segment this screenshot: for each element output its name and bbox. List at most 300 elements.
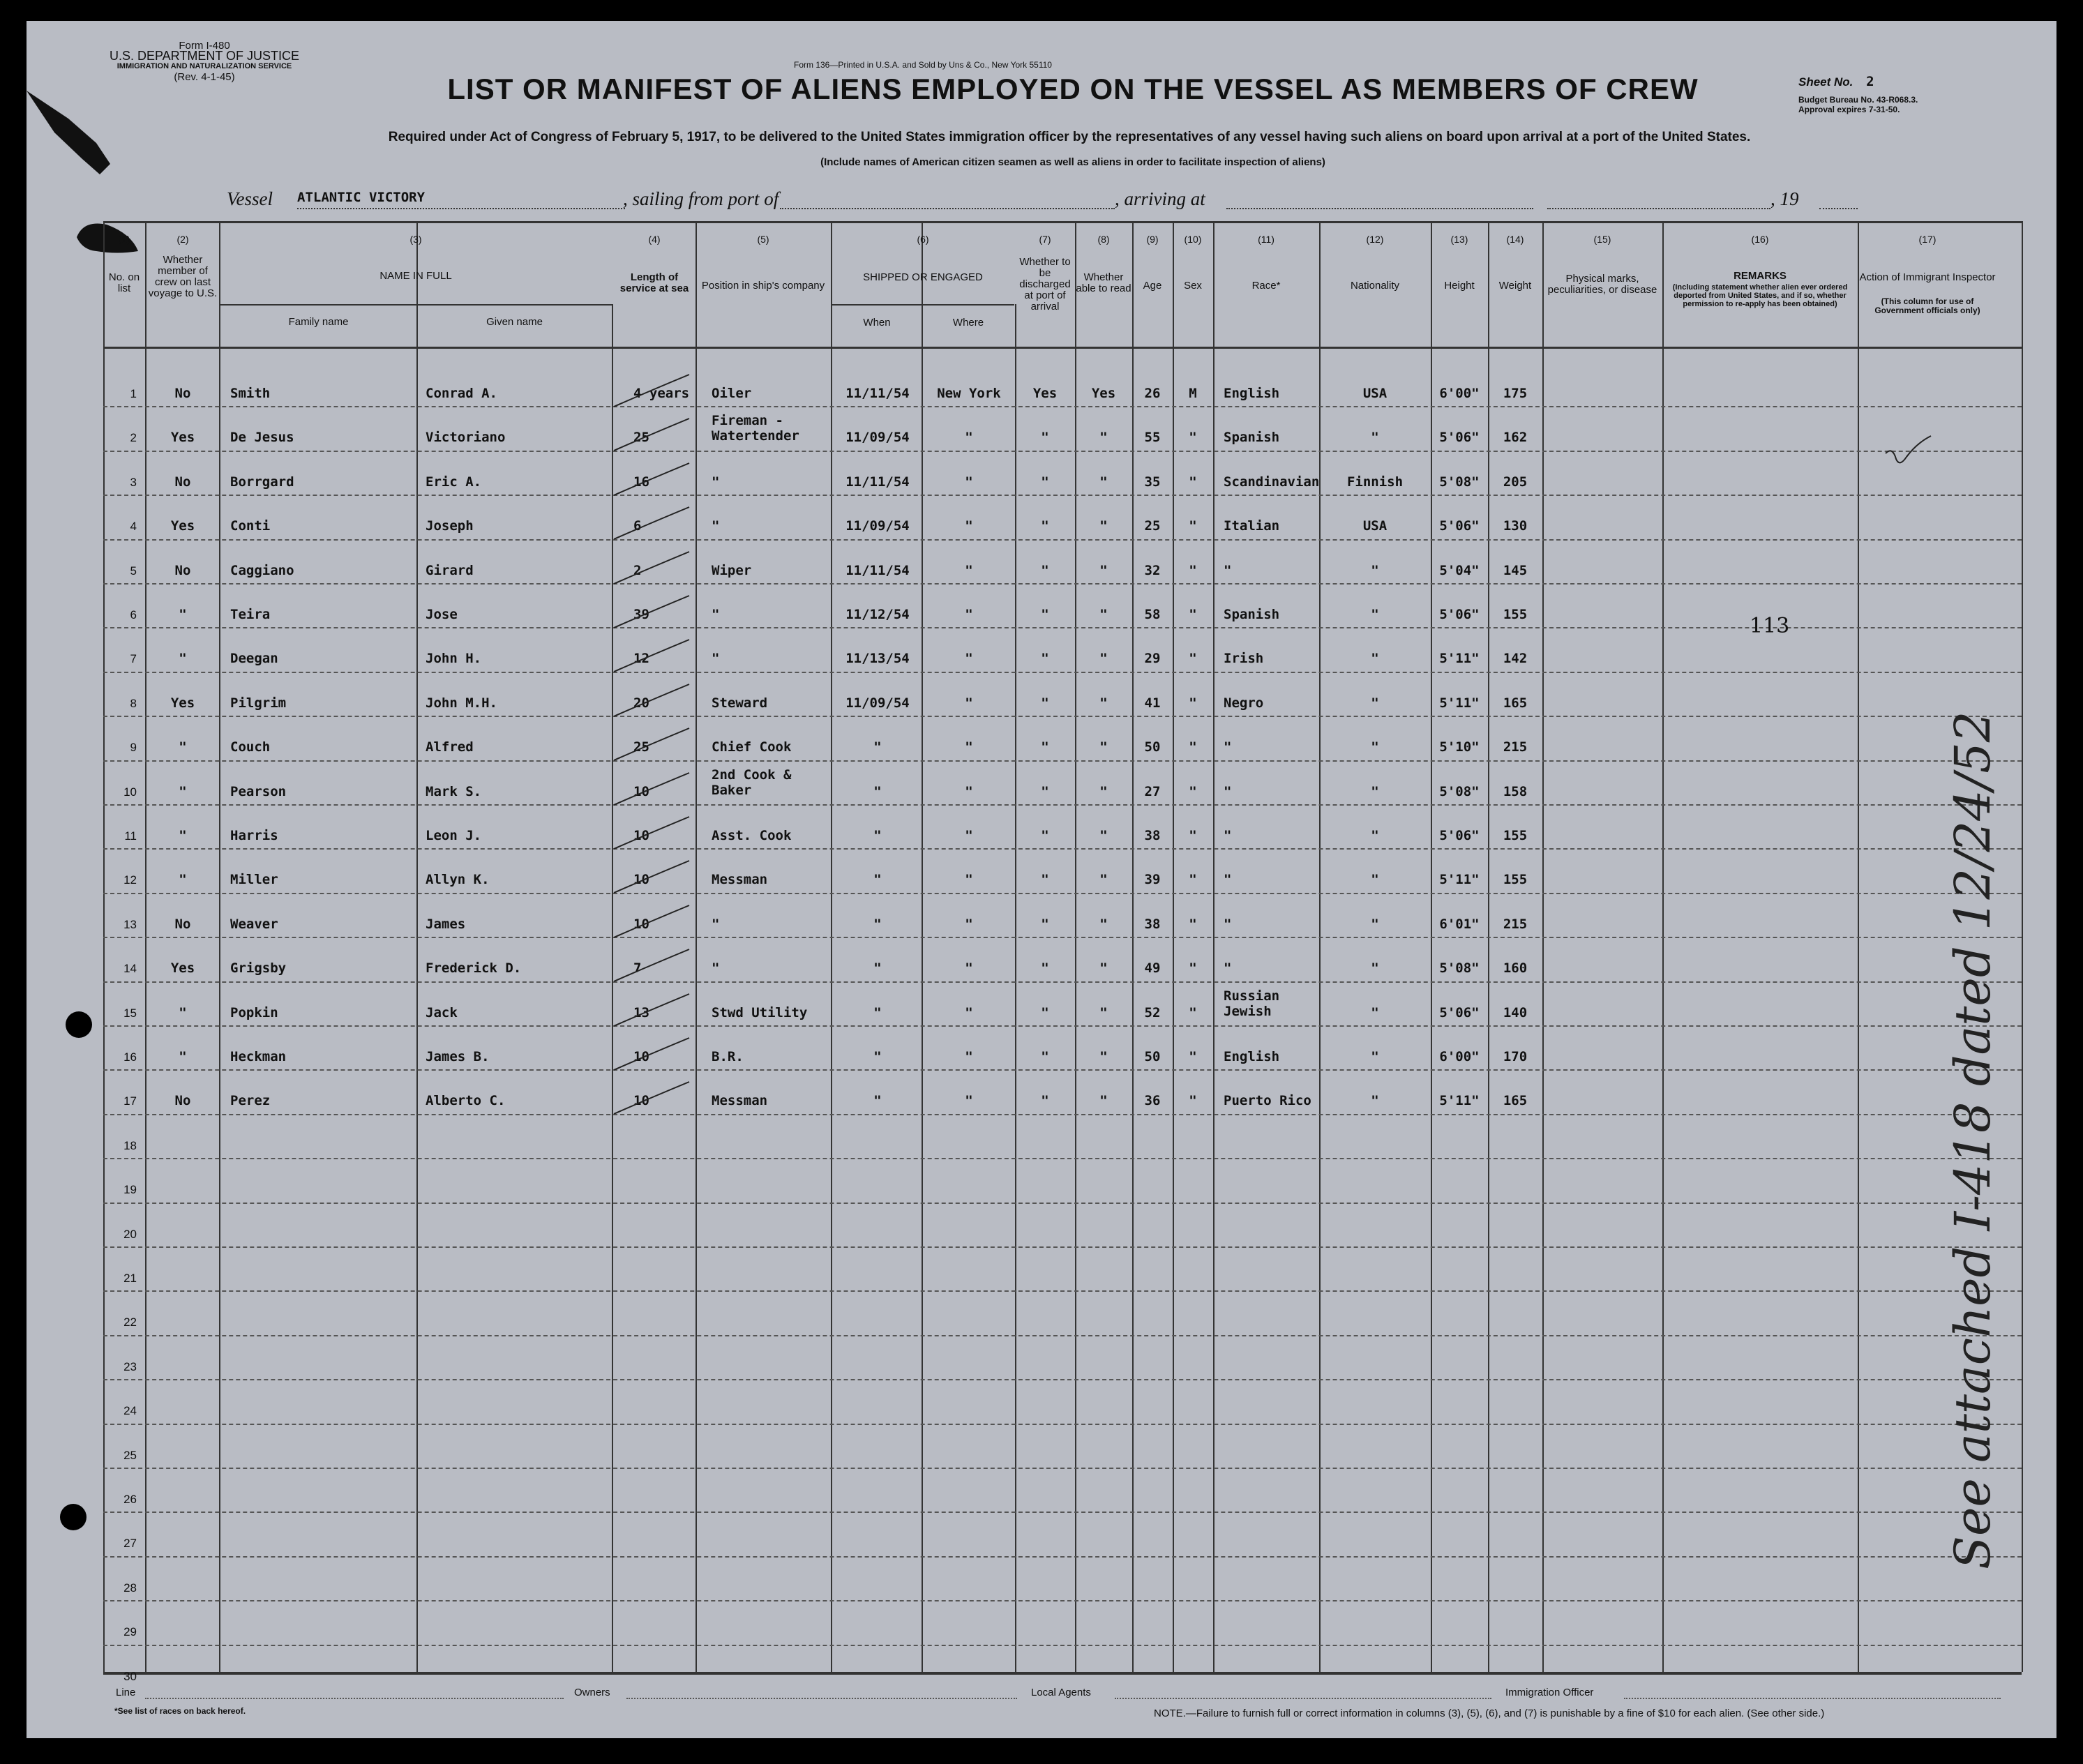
cell-height: 5'08" (1439, 783, 1480, 799)
cell-prev: No (174, 916, 191, 932)
row-rule (103, 1512, 2022, 1513)
cell-sex: " (1189, 1093, 1197, 1109)
stamp-number: 113 (1750, 614, 1790, 638)
cell-when: 11/09/54 (845, 518, 910, 534)
row-number: 10 (123, 785, 137, 799)
cell-nat: USA (1362, 518, 1388, 534)
row-number: 26 (123, 1493, 137, 1506)
cell-race: English (1224, 386, 1280, 401)
cell-position: " (712, 960, 720, 977)
cell-prev: " (179, 1004, 187, 1020)
cell-nat: " (1371, 828, 1379, 843)
cell-given: Frederick D. (426, 960, 522, 977)
cell-height: 5'06" (1439, 607, 1480, 622)
tally-slash-icon (607, 724, 698, 766)
column-rule (1213, 221, 1215, 1672)
cell-disch: " (1041, 607, 1049, 622)
row-number: 19 (123, 1183, 137, 1197)
cell-nat: " (1371, 783, 1379, 799)
cell-position: " (712, 518, 720, 534)
cell-race: English (1224, 1049, 1280, 1064)
table-bottom-border (103, 1672, 2022, 1675)
cell-sex: " (1189, 430, 1197, 446)
cell-age: 52 (1144, 1004, 1161, 1020)
cell-race: " (1224, 828, 1232, 843)
cell-age: 50 (1144, 739, 1161, 755)
arriving-label: , arriving at (1115, 188, 1205, 209)
cell-service: 10 (633, 828, 649, 843)
tally-slash-icon (607, 548, 698, 589)
row-rule (103, 848, 2022, 850)
cell-where: " (965, 562, 973, 578)
cell-disch: " (1041, 562, 1049, 578)
manifest-sheet (27, 21, 2056, 1738)
row-number: 21 (123, 1272, 137, 1285)
cell-read: " (1099, 1049, 1108, 1064)
cell-read: " (1099, 739, 1108, 755)
cell-where: " (965, 518, 973, 534)
col-17-note: (This column for use of Government officials only) (1874, 296, 1980, 315)
cell-read: Yes (1091, 386, 1116, 401)
row-rule (103, 760, 2022, 762)
cell-disch: " (1041, 960, 1049, 977)
cell-position: Messman (712, 872, 768, 888)
cell-service: 4 years (633, 386, 690, 401)
col-12-label: Nationality (1350, 280, 1400, 292)
col-3-sub-given: Given name (486, 316, 543, 328)
row-rule (103, 583, 2022, 585)
cell-disch: " (1041, 872, 1049, 888)
cell-age: 35 (1144, 474, 1161, 490)
cell-prev: No (174, 562, 191, 578)
cell-where: " (965, 916, 973, 932)
cell-weight: 155 (1503, 872, 1528, 888)
cell-race: " (1224, 916, 1232, 932)
row-rule (103, 893, 2022, 894)
cell-prev: Yes (170, 430, 195, 446)
cell-nat: USA (1362, 386, 1388, 401)
line-blank (145, 1698, 564, 1699)
cell-when: " (873, 783, 882, 799)
row-rule (103, 1335, 2022, 1336)
cell-prev: " (179, 739, 187, 755)
cell-age: 41 (1144, 695, 1161, 711)
cell-position: " (712, 651, 720, 667)
budget-bureau: Budget Bureau No. 43-R068.3. (1798, 95, 1918, 105)
cell-where: " (965, 828, 973, 843)
cell-service: 10 (633, 783, 649, 799)
cell-weight: 165 (1503, 695, 1528, 711)
cell-age: 36 (1144, 1093, 1161, 1109)
budget-block (1798, 95, 1918, 114)
footer-line-label: Line (116, 1687, 136, 1698)
col-7-num: (7) (1039, 234, 1051, 245)
cell-family: Harris (230, 828, 278, 843)
cell-given: John M.H. (426, 695, 497, 711)
cell-sex: " (1189, 562, 1197, 578)
row-rule (103, 1424, 2022, 1425)
col-13-label: Height (1444, 280, 1475, 292)
agents-blank (1115, 1698, 1491, 1699)
cell-when: 11/09/54 (845, 695, 910, 711)
department: U.S. DEPARTMENT OF JUSTICE (109, 49, 300, 63)
row-number: 8 (130, 696, 137, 710)
cell-position: Chief Cook (712, 739, 792, 755)
cell-age: 49 (1144, 960, 1161, 977)
cell-race: " (1224, 739, 1232, 755)
form-id-block (89, 40, 319, 82)
cell-disch: " (1041, 916, 1049, 932)
row-rule (103, 1379, 2022, 1380)
row-number: 9 (130, 741, 137, 755)
row-rule (103, 981, 2022, 983)
cell-sex: " (1189, 960, 1197, 977)
cell-weight: 155 (1503, 607, 1528, 622)
cell-age: 38 (1144, 916, 1161, 932)
cell-sex: " (1189, 1049, 1197, 1064)
row-number: 28 (123, 1581, 137, 1595)
printer-line: Form 136—Printed in U.S.A. and Sold by Uns & Co., New York 55110 (794, 60, 1052, 70)
cell-family: Conti (230, 518, 271, 534)
cell-disch: " (1041, 695, 1049, 711)
cell-disch: " (1041, 783, 1049, 799)
row-number: 23 (123, 1359, 137, 1373)
cell-where: " (965, 1004, 973, 1020)
tally-slash-icon (607, 813, 698, 854)
row-number: 25 (123, 1448, 137, 1462)
footer-officer-label: Immigration Officer (1505, 1687, 1594, 1698)
vessel-name-blank (297, 208, 625, 209)
col-2-num: (2) (176, 234, 189, 245)
cell-height: 6'00" (1439, 1049, 1480, 1064)
cell-position: Asst. Cook (712, 828, 792, 843)
column-rule (1662, 221, 1664, 1672)
cell-prev: " (179, 828, 187, 843)
row-rule (103, 1203, 2022, 1204)
cell-height: 5'10" (1439, 739, 1480, 755)
cell-family: Caggiano (230, 562, 294, 578)
row-number: 7 (130, 652, 137, 666)
cell-disch: " (1041, 1049, 1049, 1064)
cell-nat: " (1371, 1093, 1379, 1109)
row-rule (103, 1290, 2022, 1292)
cell-family: Teira (230, 607, 271, 622)
cell-sex: " (1189, 1004, 1197, 1020)
cell-position: Oiler (712, 386, 752, 401)
cell-sex: M (1189, 386, 1197, 401)
cell-read: " (1099, 872, 1108, 888)
col-9-num: (9) (1146, 234, 1159, 245)
cell-age: 25 (1144, 518, 1161, 534)
row-rule (103, 804, 2022, 806)
col-16-note: (Including statement whether alien ever ordered deported from United States, and if so, whether permission to re-apply has been obtained) (1672, 283, 1848, 308)
cell-when: " (873, 916, 882, 932)
cell-family: Popkin (230, 1004, 278, 1020)
cell-sex: " (1189, 607, 1197, 622)
cell-disch: " (1041, 430, 1049, 446)
cell-prev: " (179, 783, 187, 799)
col-15-label: Physical marks, peculiarities, or disease (1547, 273, 1657, 296)
cell-height: 5'04" (1439, 562, 1480, 578)
cell-age: 26 (1144, 386, 1161, 401)
cell-read: " (1099, 916, 1108, 932)
row-number: 16 (123, 1050, 137, 1064)
cell-read: " (1099, 651, 1108, 667)
col-6-sub-when: When (863, 317, 891, 329)
col-4-num: (4) (648, 234, 661, 245)
row-number: 20 (123, 1227, 137, 1241)
cell-prev: " (179, 607, 187, 622)
include-note: (Include names of American citizen seamen as well as aliens in order to facilitate inspection of aliens) (820, 156, 1325, 168)
cell-race: Irish (1224, 651, 1264, 667)
cell-given: Alberto C. (426, 1093, 506, 1109)
cell-when: 11/11/54 (845, 562, 910, 578)
cell-family: Perez (230, 1093, 271, 1109)
page-title: LIST OR MANIFEST OF ALIENS EMPLOYED ON THE VESSEL AS MEMBERS OF CREW (447, 73, 1699, 105)
cell-given: Victoriano (426, 430, 506, 446)
col-14-label: Weight (1498, 280, 1532, 292)
row-number: 6 (130, 608, 137, 621)
column-rule (1858, 221, 1859, 1672)
cell-position: Wiper (712, 562, 752, 578)
cell-weight: 165 (1503, 1093, 1528, 1109)
row-number: 27 (123, 1537, 137, 1551)
cell-disch: " (1041, 474, 1049, 490)
officer-blank (1624, 1698, 2001, 1699)
form-number: Form I-480 (179, 40, 230, 52)
row-rule (103, 1069, 2022, 1071)
cell-prev: Yes (170, 518, 195, 534)
row-rule (103, 1158, 2022, 1159)
cell-service: 20 (633, 695, 649, 711)
row-rule (103, 937, 2022, 938)
cell-weight: 175 (1503, 386, 1528, 401)
tally-slash-icon (607, 857, 698, 898)
cell-height: 5'11" (1439, 695, 1480, 711)
cell-weight: 158 (1503, 783, 1528, 799)
footer-owners-label: Owners (574, 1687, 610, 1698)
row-number: 1 (130, 387, 137, 400)
col-3-sub-family: Family name (288, 316, 349, 328)
col-9-label: Age (1143, 280, 1162, 292)
column-rule (416, 221, 418, 1672)
row-number: 18 (123, 1138, 137, 1152)
sailing-port-blank (780, 208, 1115, 209)
col-2-label: Whether member of crew on last voyage to U.S. (148, 254, 218, 299)
column-rule (2022, 221, 2023, 1672)
cell-service: 7 (633, 960, 642, 977)
cell-disch: " (1041, 518, 1049, 534)
cell-position: " (712, 607, 720, 622)
tally-slash-icon (607, 591, 698, 633)
subtitle: Required under Act of Congress of February 5, 1917, to be delivered to the United States immigration officer by the representatives of any vessel having such aliens on board upon arrival at a port of the United States. (388, 130, 1751, 144)
sailing-label: , sailing from port of (623, 188, 779, 209)
cell-read: " (1099, 562, 1108, 578)
cell-when: 11/13/54 (845, 651, 910, 667)
col-6-label: SHIPPED OR ENGAGED (863, 271, 983, 283)
col-11-num: (11) (1258, 234, 1274, 245)
cell-disch: Yes (1032, 386, 1058, 401)
cell-race: " (1224, 783, 1232, 799)
cell-service: 25 (633, 739, 649, 755)
cell-weight: 162 (1503, 430, 1528, 446)
tally-slash-icon (607, 769, 698, 811)
cell-height: 5'06" (1439, 828, 1480, 843)
cell-given: Jose (426, 607, 458, 622)
cell-position: Stwd Utility (712, 1004, 808, 1020)
row-number: 13 (123, 917, 137, 931)
cell-nat: " (1371, 430, 1379, 446)
punch-hole (60, 1504, 87, 1530)
cell-nat: " (1371, 739, 1379, 755)
col-15-num: (15) (1593, 234, 1611, 245)
cell-race: Scandinavian (1224, 474, 1320, 490)
cell-where: " (965, 1049, 973, 1064)
row-number: 3 (130, 475, 137, 489)
row-number: 17 (123, 1094, 137, 1108)
cell-height: 5'11" (1439, 651, 1480, 667)
col-3-num: (3) (409, 234, 422, 245)
cell-read: " (1099, 607, 1108, 622)
cell-age: 39 (1144, 872, 1161, 888)
col-16-label: REMARKS (1734, 270, 1787, 282)
cell-service: 13 (633, 1004, 649, 1020)
approval: Approval expires 7-31-50. (1798, 105, 1900, 114)
column-rule (831, 221, 832, 1672)
cell-where: " (965, 474, 973, 490)
cell-sex: " (1189, 783, 1197, 799)
cell-when: " (873, 960, 882, 977)
col-4-label: Length of service at sea (619, 271, 689, 294)
cell-given: Alfred (426, 739, 474, 755)
col-10-num: (10) (1184, 234, 1202, 245)
row-rule (103, 406, 2022, 407)
cell-disch: " (1041, 1093, 1049, 1109)
cell-height: 5'08" (1439, 960, 1480, 977)
cell-weight: 140 (1503, 1004, 1528, 1020)
col-17-label: Action of Immigrant Inspector (1859, 271, 1996, 283)
cell-weight: 215 (1503, 739, 1528, 755)
cell-read: " (1099, 518, 1108, 534)
cell-prev: " (179, 651, 187, 667)
cell-service: 12 (633, 651, 649, 667)
cell-read: " (1099, 960, 1108, 977)
cell-race: Russian Jewish (1224, 988, 1280, 1019)
tally-slash-icon (607, 370, 698, 412)
column-rule (922, 221, 923, 1672)
cell-nat: " (1371, 960, 1379, 977)
cell-weight: 205 (1503, 474, 1528, 490)
footer-agents-label: Local Agents (1031, 1687, 1091, 1698)
cell-disch: " (1041, 739, 1049, 755)
cell-race: Spanish (1224, 430, 1280, 446)
cell-service: 6 (633, 518, 642, 534)
row-rule (103, 716, 2022, 717)
tally-slash-icon (607, 990, 698, 1032)
sheet-label: Sheet No. (1798, 75, 1853, 89)
cell-given: Girard (426, 562, 474, 578)
cell-family: Grigsby (230, 960, 287, 977)
col-16-num: (16) (1751, 234, 1769, 245)
cell-family: Borrgard (230, 474, 294, 490)
row-number: 12 (123, 873, 137, 887)
row-rule (103, 1246, 2022, 1248)
sheet-value: 2 (1866, 74, 1874, 89)
cell-family: Smith (230, 386, 271, 401)
cell-read: " (1099, 474, 1108, 490)
cell-read: " (1099, 695, 1108, 711)
tally-slash-icon (607, 503, 698, 545)
cell-sex: " (1189, 474, 1197, 490)
cell-disch: " (1041, 828, 1049, 843)
cell-nat: " (1371, 562, 1379, 578)
cell-sex: " (1189, 828, 1197, 843)
revision: (Rev. 4-1-45) (174, 71, 235, 83)
cell-given: Jack (426, 1004, 458, 1020)
row-rule (103, 1556, 2022, 1558)
cell-sex: " (1189, 651, 1197, 667)
cell-when: " (873, 1004, 882, 1020)
year-blank (1819, 208, 1858, 209)
tally-slash-icon (607, 1078, 698, 1120)
cell-family: Deegan (230, 651, 278, 667)
cell-height: 5'06" (1439, 430, 1480, 446)
cell-sex: " (1189, 872, 1197, 888)
punch-hole (66, 1011, 92, 1038)
cell-height: 6'01" (1439, 916, 1480, 932)
row-rule (103, 1645, 2022, 1646)
cell-where: " (965, 651, 973, 667)
cell-nat: " (1371, 1049, 1379, 1064)
col-8-num: (8) (1097, 234, 1110, 245)
cell-given: Joseph (426, 518, 474, 534)
cell-position: Messman (712, 1093, 768, 1109)
cell-height: 5'11" (1439, 1093, 1480, 1109)
col-14-num: (14) (1506, 234, 1524, 245)
col-12-num: (12) (1366, 234, 1384, 245)
cell-where: " (965, 607, 973, 622)
row-number: 29 (123, 1625, 137, 1639)
row-number: 5 (130, 564, 137, 578)
col-8-label: Whether able to read (1076, 271, 1131, 294)
cell-when: 11/12/54 (845, 607, 910, 622)
row-rule (103, 627, 2022, 628)
cell-where: " (965, 872, 973, 888)
cell-age: 38 (1144, 828, 1161, 843)
cell-read: " (1099, 1093, 1108, 1109)
cell-where: New York (937, 386, 1001, 401)
row-number: 4 (130, 520, 137, 534)
col-6-num: (6) (917, 234, 929, 245)
col-5-num: (5) (757, 234, 769, 245)
cell-age: 32 (1144, 562, 1161, 578)
cell-weight: 215 (1503, 916, 1528, 932)
col-6-sub-where: Where (952, 317, 984, 329)
cell-position: 2nd Cook & Baker (712, 767, 792, 798)
cell-age: 55 (1144, 430, 1161, 446)
tally-slash-icon (607, 459, 698, 501)
cell-age: 58 (1144, 607, 1161, 622)
cell-weight: 155 (1503, 828, 1528, 843)
cell-service: 39 (633, 607, 649, 622)
cell-when: " (873, 828, 882, 843)
cell-disch: " (1041, 1004, 1049, 1020)
row-rule (103, 451, 2022, 452)
row-rule (103, 495, 2022, 496)
row-rule (103, 1600, 2022, 1601)
check-mark-icon (1882, 432, 1938, 474)
table-top-border (103, 221, 2022, 223)
